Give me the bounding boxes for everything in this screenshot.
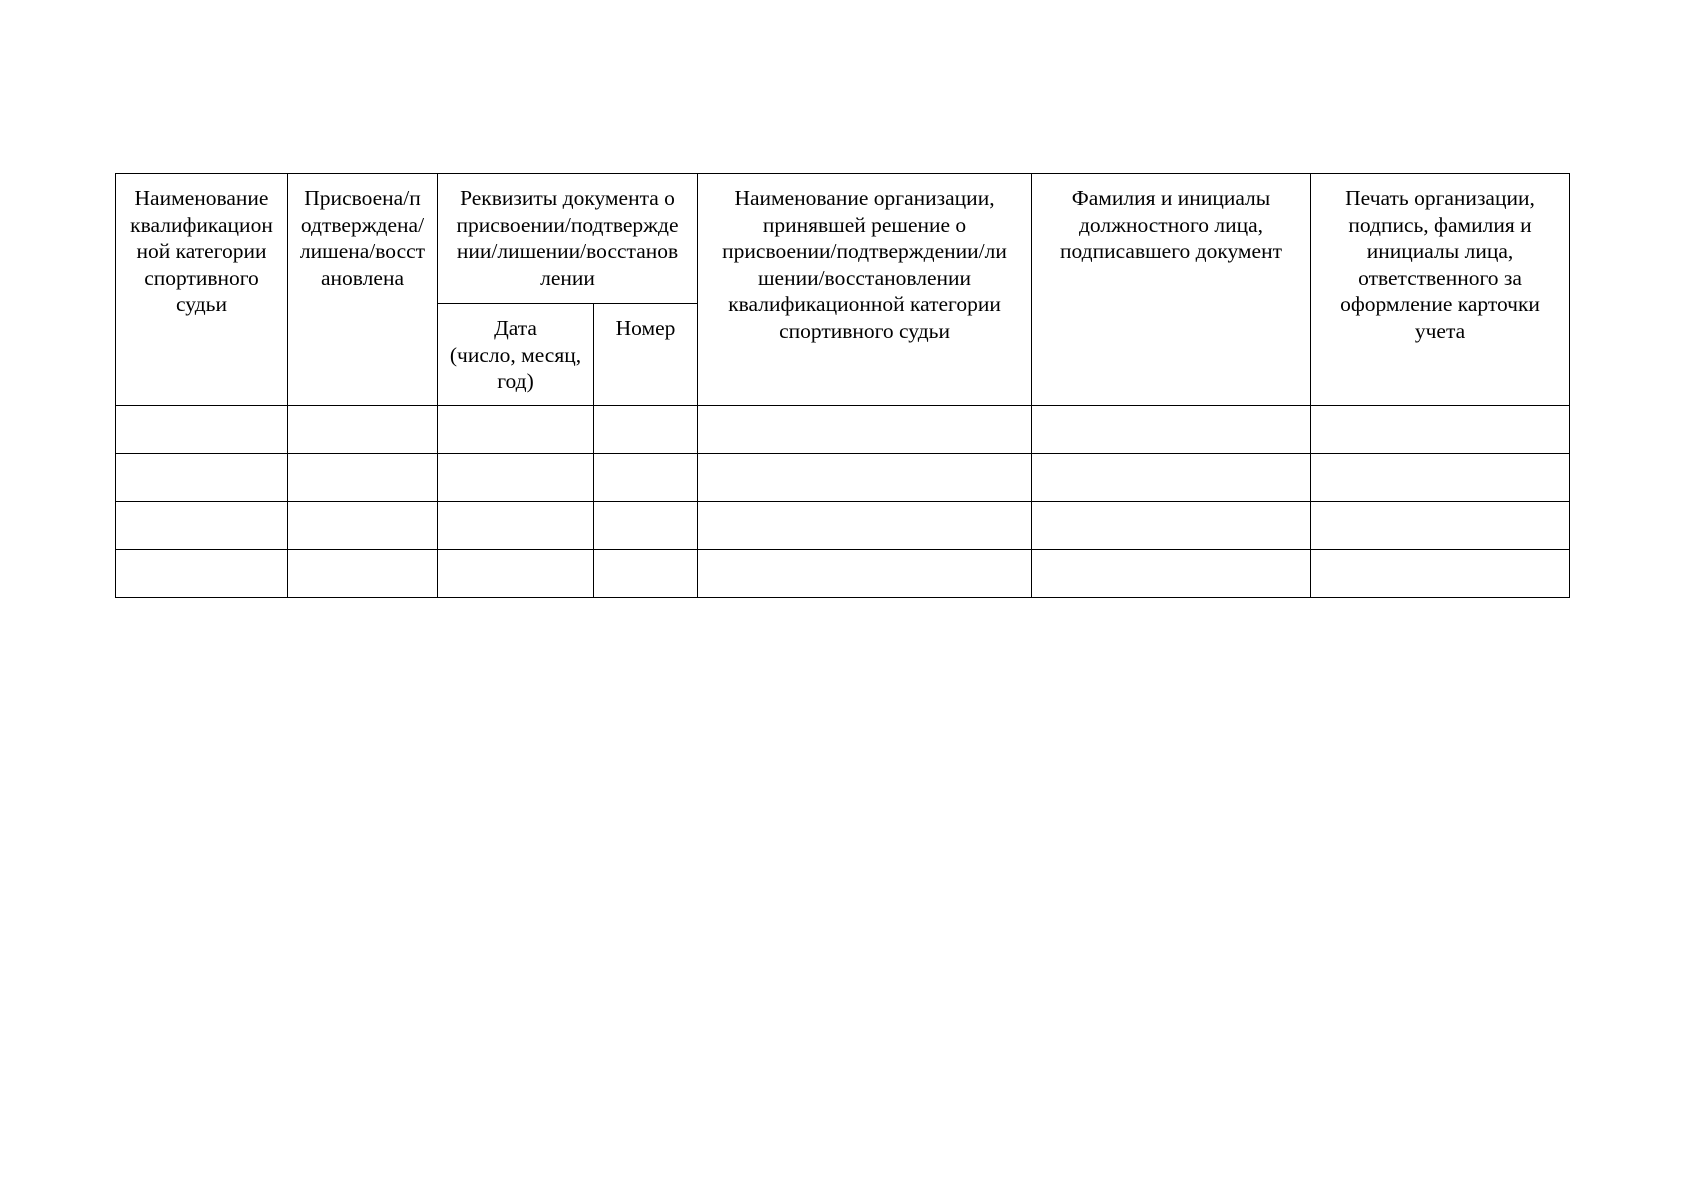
header-category-name-text: Наименование квалификацион ной категории спортивного судьи [130, 186, 273, 316]
table-cell[interactable] [116, 406, 288, 454]
header-official-text: Фамилия и инициалы должностного лица, подписавшего документ [1060, 186, 1282, 263]
table-header-row [116, 174, 1570, 304]
header-document-number-text: Номер [615, 316, 676, 340]
table-cell[interactable] [1311, 502, 1570, 550]
table-row [116, 406, 1570, 454]
header-seal-signature [1311, 174, 1570, 406]
header-organization [698, 174, 1032, 406]
table-cell[interactable] [594, 550, 698, 598]
table-cell[interactable] [116, 454, 288, 502]
table-row [116, 502, 1570, 550]
table-cell[interactable] [594, 454, 698, 502]
header-category-name [116, 174, 288, 406]
table-cell[interactable] [698, 502, 1032, 550]
header-document-details-text: Реквизиты документа о присвоении/подтвержде нии/лишении/восстанов лении [456, 186, 679, 290]
table-cell[interactable] [1032, 550, 1311, 598]
table-cell[interactable] [1311, 550, 1570, 598]
table-cell[interactable] [698, 406, 1032, 454]
table-cell[interactable] [438, 502, 594, 550]
header-official [1032, 174, 1311, 406]
table-cell[interactable] [1032, 454, 1311, 502]
table-cell[interactable] [288, 550, 438, 598]
header-document-date-text: Дата (число, месяц, год) [449, 316, 582, 393]
table-cell[interactable] [594, 502, 698, 550]
header-seal-signature-text: Печать организации, подпись, фамилия и инициалы лица, ответственного за оформление карточки учета [1340, 186, 1540, 343]
table-cell[interactable] [594, 406, 698, 454]
table-cell[interactable] [288, 454, 438, 502]
table-cell[interactable] [1032, 406, 1311, 454]
table-cell[interactable] [1311, 454, 1570, 502]
table-cell[interactable] [116, 550, 288, 598]
table-cell[interactable] [698, 550, 1032, 598]
header-document-date [438, 304, 594, 406]
table-row [116, 454, 1570, 502]
table-cell[interactable] [116, 502, 288, 550]
table-cell[interactable] [1032, 502, 1311, 550]
table-cell[interactable] [438, 454, 594, 502]
table-cell[interactable] [438, 406, 594, 454]
header-status [288, 174, 438, 406]
header-organization-text: Наименование организации, принявшей решение о присвоении/подтверждении/ли шении/восстановлении квалификационной категории спортивного судьи [722, 186, 1007, 343]
header-document-details [438, 174, 698, 304]
table-row [116, 550, 1570, 598]
table-cell[interactable] [698, 454, 1032, 502]
judge-category-record-table [115, 173, 1570, 598]
table-cell[interactable] [1311, 406, 1570, 454]
table-cell[interactable] [438, 550, 594, 598]
table-cell[interactable] [288, 502, 438, 550]
header-status-text: Присвоена/п одтверждена/ лишена/восст ановлена [299, 186, 426, 290]
header-document-number [594, 304, 698, 406]
table-cell[interactable] [288, 406, 438, 454]
